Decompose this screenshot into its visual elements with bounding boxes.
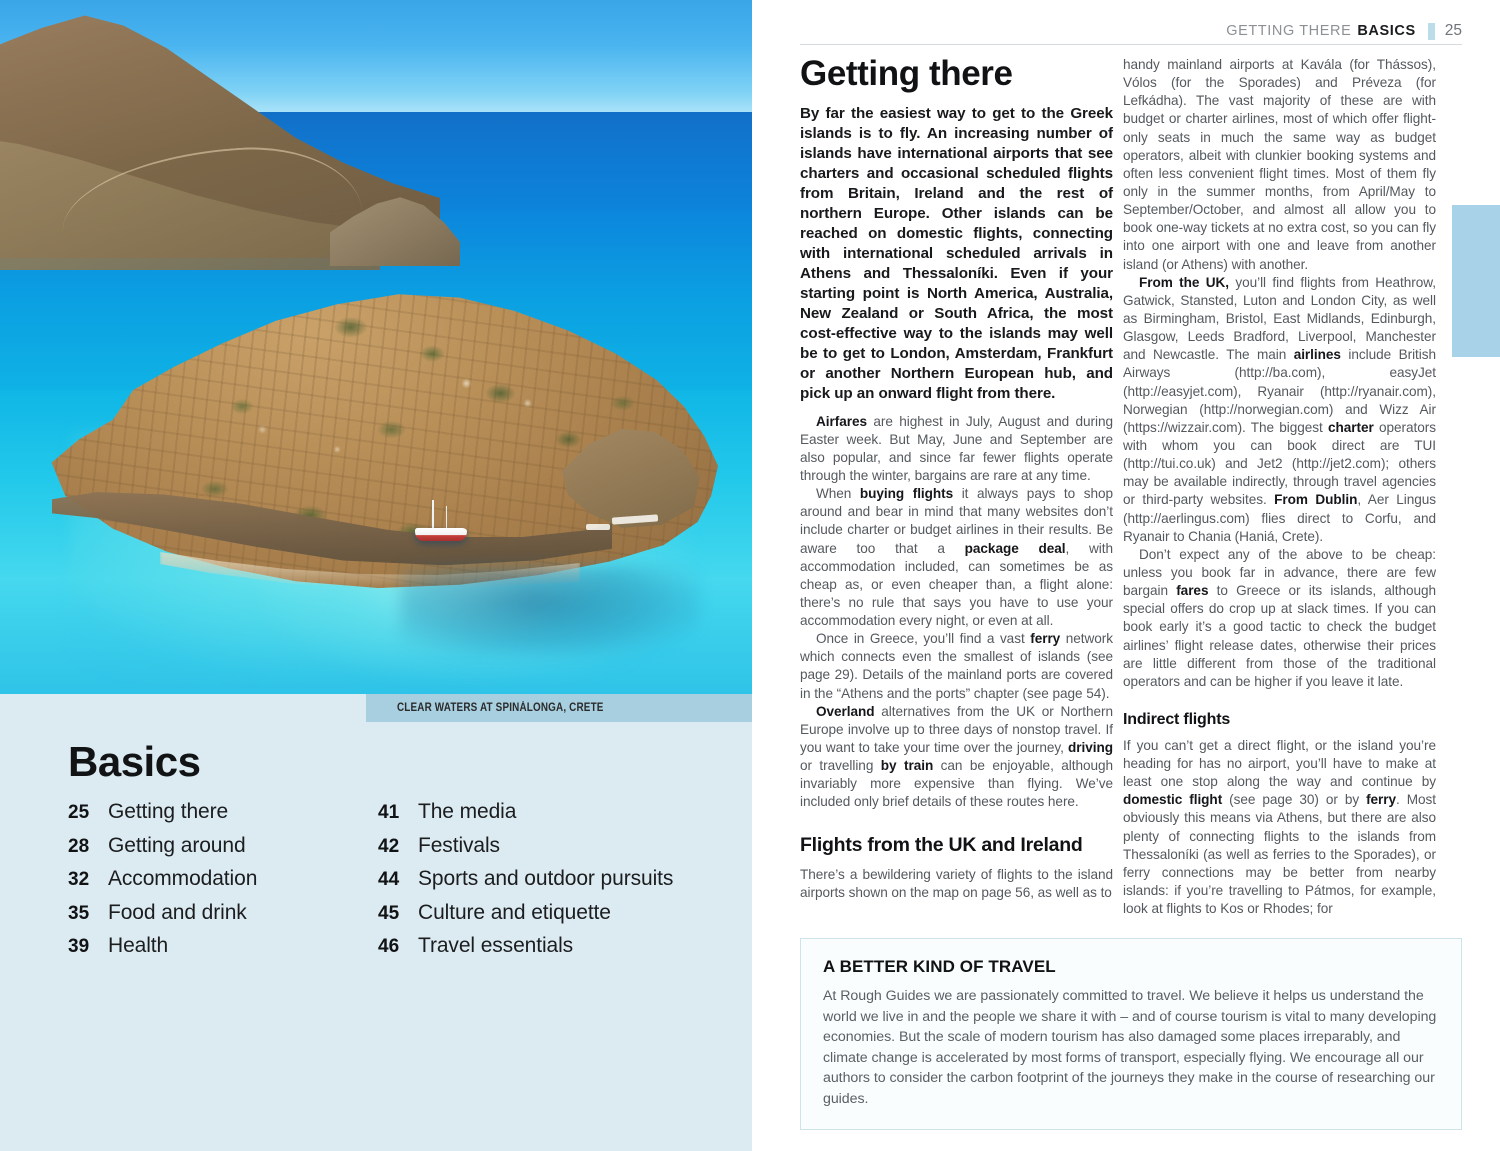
running-head: [800, 22, 1462, 40]
contents-page-number: 35: [68, 902, 90, 924]
photo-underwater-shadow: [400, 566, 700, 656]
contents-page-number: 41: [378, 802, 400, 823]
text-run: network which connects even the smallest of islands (see page 29). Details of the mainland ports are covered in the “Athens and the ports” chapter (see page 54).: [800, 631, 1113, 701]
inline-term-ferry: ferry: [1030, 631, 1061, 647]
photo-boat-mast: [432, 500, 434, 530]
inline-term-airfares: Airfares: [816, 413, 867, 429]
inline-term-from-dublin: From Dublin: [1274, 492, 1358, 508]
text-run: , with accommodation included, can sometimes be as cheap as, or even cheaper than, a flight alone: there’s no rule that says you have to use your accommodation every night, or even at all.: [800, 540, 1113, 629]
paragraph-airfares: [800, 413, 1113, 486]
paragraph-ferry: [800, 630, 1113, 703]
text-run: (see page 30) or by: [1222, 792, 1367, 808]
text-run: operators with whom you can book direct are TUI (http://tui.co.uk) and Jet2 (http://jet2.com); others may be available indirectly, through travel agencies or third-party websites.: [1123, 419, 1436, 508]
contents-item-sports-and-outdoor-pursuits[interactable]: [378, 867, 718, 901]
contents-item-getting-there[interactable]: [68, 800, 368, 834]
text-run: or travelling: [800, 758, 881, 774]
heading-indirect-flights: Indirect flights: [1123, 710, 1231, 728]
contents-page-number: 32: [68, 869, 90, 890]
text-run: can be enjoyable, although invariably more expensive than flying. We’ve included only brief details of these routes here.: [800, 758, 1113, 810]
paragraph-buying-flights: [800, 485, 1113, 630]
paragraph-uk-intro: There’s a bewildering variety of flights to the island airports shown on the map on page 56, as well as to: [800, 866, 1113, 900]
text-column-2: [1123, 56, 1436, 918]
text-run: Once in Greece, you’ll find a vast: [816, 631, 1031, 647]
contents-page-number: 28: [68, 835, 90, 857]
contents-item-culture-and-etiquette[interactable]: [378, 901, 718, 935]
contents-page-number: 46: [378, 936, 400, 957]
contents-item-food-and-drink[interactable]: [68, 901, 368, 935]
photo-boat-mast-aft: [446, 506, 447, 530]
text-column-1: [800, 56, 1113, 902]
contents-column-left: [68, 800, 368, 968]
paragraph-from-the-uk: [1123, 274, 1436, 546]
inline-term-package-deal: package deal: [964, 540, 1066, 556]
inline-term-by-train: by train: [880, 758, 934, 774]
text-run: include British Airways (http://ba.com), easyJet (http://easyjet.com), Ryanair (http://ryanair.com), Norwegian (http://norwegian.com) and Wizz Air (https://wizzair.com). The biggest: [1123, 347, 1436, 435]
running-head-divider: [1428, 23, 1435, 40]
contents-label: Festivals: [418, 833, 500, 857]
contents-label: Accommodation: [108, 867, 258, 890]
paragraph-overland: [800, 703, 1113, 812]
paragraph-airfares-text: are highest in July, August and during Easter week. But May, June and September are also popular, and since far fewer flights operate through the winter, bargains are rare at any time.: [800, 413, 1113, 483]
page-number: 25: [1444, 22, 1462, 39]
inline-term-buying-flights: buying flights: [859, 486, 954, 502]
paragraph-mainland-airports: handy mainland airports at Kavála (for Thássos), Vólos (for the Sporades) and Préveza (for Lefkádha). The vast majority of these are with budget or charter airlines, most of which offer flight-only seats in much the same way as budget operators, albeit with clunkier booking systems and often less convenient flight times. Most of them fly only in the summer months, from April/May to September/October, and almost all allow you to book one-way tickets at no extra cost, so you can fly into one airport with one and leave from another island (or Athens) with another.: [1123, 57, 1436, 272]
contents-item-getting-around[interactable]: [68, 834, 368, 868]
contents-item-accommodation[interactable]: [68, 867, 368, 901]
inline-term-ferry: ferry: [1366, 792, 1397, 808]
contents-label: Getting around: [108, 833, 246, 857]
contents-label: Food and drink: [108, 900, 247, 924]
text-run: Don’t expect any of the above to be cheap: unless you book far in advance, there are few bargain: [1123, 546, 1436, 599]
article-title: Getting there: [800, 54, 1013, 93]
contents-item-festivals[interactable]: [378, 834, 718, 868]
contents-page-number: 44: [378, 869, 400, 890]
spinalonga-photo: [0, 0, 752, 694]
header-rule: [800, 44, 1462, 45]
photo-boat-hull: [415, 528, 467, 541]
contents-label: Health: [108, 934, 169, 957]
text-run: to Greece or its islands, although special offers do crop up at slack times. If you can book early it’s a good tactic to check the budget airlines’ flight release dates, otherwise their prices are little different from those of the traditional operators and can be higher if you leave it late.: [1123, 583, 1436, 689]
inline-term-domestic-flight: domestic flight: [1123, 792, 1223, 808]
feature-box-body: At Rough Guides we are passionately committed to travel. We believe it helps us understand the world we live in and the people we share it with – and of course tourism is vital to many developing economies. But the scale of modern tourism has also damaged some places irreparably, and climate change is accelerated by most forms of transport, especially flying. We encourage all our authors to consider the carbon footprint of the journeys they make in the course of researching our guides.: [823, 988, 1437, 1107]
standfirst-paragraph: By far the easiest way to get to the Greek islands is to fly. An increasing number of islands have international airports that see charters and occasional scheduled flights from Britain, Ireland and the rest of northern Europe. Other islands can be reached on domestic flights, connecting with international scheduled arrivals in Athens and Thessaloníki. Even if your starting point is North America, Australia, New Zealand or South Africa, the most cost-effective way to the islands may well be to get to London, Amsterdam, Frankfurt or another Northern European hub, and pick up an onward flight from there.: [800, 104, 1113, 402]
paragraph-bargain-fares: [1123, 546, 1436, 691]
inline-term-from-the-uk: From the UK,: [1139, 274, 1229, 290]
running-head-chapter: GETTING THERE: [1226, 23, 1352, 39]
text-run: alternatives from the UK or Northern Europe involve up to three days of nonstop travel. If you want to take your time over the journey,: [800, 703, 1113, 756]
contents-column-right: [378, 800, 718, 968]
feature-box-title: A BETTER KIND OF TRAVEL: [823, 957, 1056, 976]
inline-term-driving: driving: [1068, 740, 1113, 756]
basics-contents-panel: [0, 722, 752, 1151]
contents-item-travel-essentials[interactable]: [378, 934, 718, 968]
contents-page-number: 45: [378, 902, 400, 924]
photo-jetty-small: [586, 524, 610, 530]
inline-term-airlines: airlines: [1293, 347, 1341, 363]
contents-item-health[interactable]: [68, 934, 368, 968]
text-run: If you can’t get a direct flight, or the island you’re heading for has no airport, you’ll have to make at least one stop along the way and continue by: [1123, 737, 1436, 790]
inline-term-charter: charter: [1328, 419, 1374, 435]
heading-flights-from-uk-and-ireland: Flights from the UK and Ireland: [800, 833, 1083, 856]
photo-caption-text: CLEAR WATERS AT SPINÁLONGA, CRETE: [396, 702, 604, 714]
right-page: [752, 0, 1500, 1151]
contents-item-the-media[interactable]: [378, 800, 718, 834]
contents-label: The media: [418, 800, 517, 823]
text-run: When: [816, 486, 860, 502]
inline-term-fares: fares: [1176, 583, 1209, 599]
contents-label: Travel essentials: [418, 934, 574, 957]
contents-label: Sports and outdoor pursuits: [418, 867, 674, 890]
text-run: you’ll find flights from Heathrow, Gatwick, Stansted, Luton and London City, as well as Birmingham, Bristol, East Midlands, Edinburgh, Glasgow, Leeds Bradford, Liverpool, Manchester and Newcastle. The main: [1123, 274, 1436, 363]
photo-caption-bar: [366, 694, 752, 722]
running-head-section: BASICS: [1357, 23, 1416, 39]
text-run: , Aer Lingus (http://aerlingus.com) flies direct to Corfu, and Ryanair to Chania (Haniá, Crete).: [1123, 492, 1437, 544]
page-title: Basics: [68, 738, 201, 785]
contents-label: Getting there: [108, 800, 229, 823]
contents-label: Culture and etiquette: [418, 900, 611, 924]
chapter-thumb-tab: [1452, 205, 1500, 357]
contents-page-number: 25: [68, 802, 90, 823]
inline-term-overland: Overland: [816, 703, 875, 719]
contents-page-number: 42: [378, 835, 400, 857]
feature-box-better-kind-of-travel: [800, 938, 1462, 1130]
text-run: it always pays to shop around and bear in mind that many websites don’t include charter or budget airlines in their results. Be aware too that a: [800, 486, 1113, 556]
paragraph-indirect-flights: [1123, 737, 1436, 918]
contents-page-number: 39: [68, 936, 90, 957]
text-run: . Most obviously this means via Athens, but there are also plenty of connecting flights to the islands from Thessaloníki (as well as ferries to the Sporades), or ferry connections may be better from nearby islands: if you’re travelling to Pátmos, for example, look at flights to Kos or Rhodes; for: [1123, 792, 1437, 917]
